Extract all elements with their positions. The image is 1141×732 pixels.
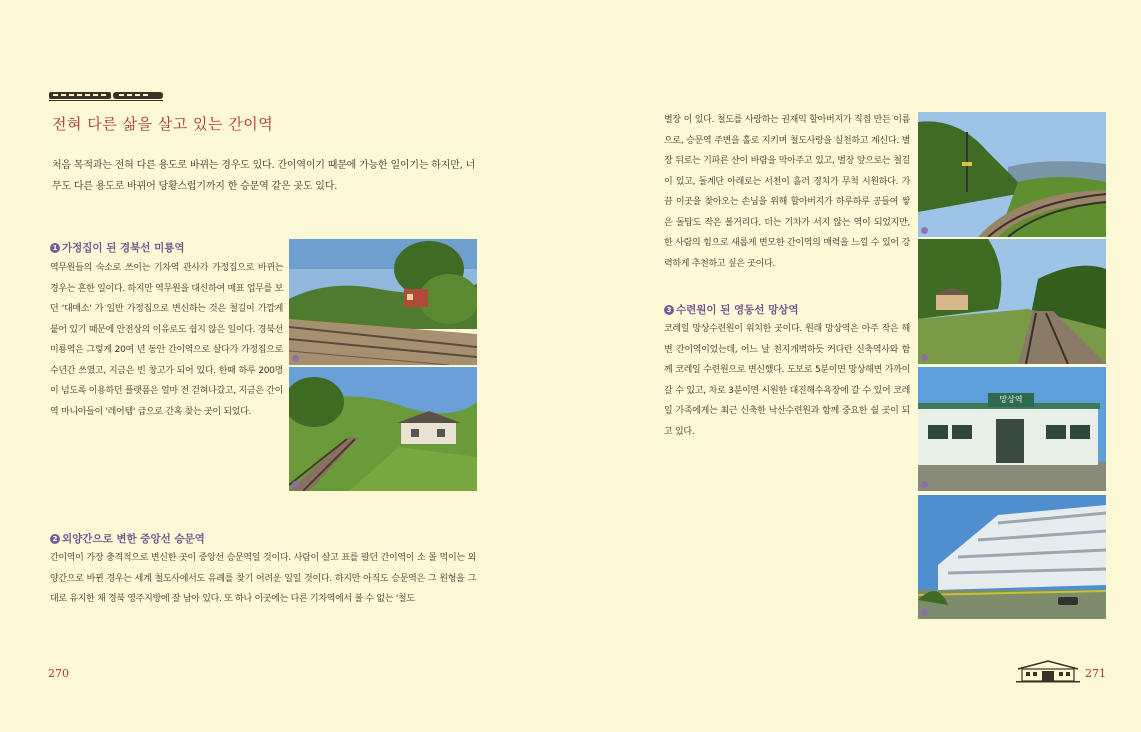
photo-marker-dot	[921, 609, 928, 616]
photo-mireong-station-house	[289, 367, 477, 491]
photo-marker-dot	[292, 481, 299, 488]
station-name-sign: 망상역	[999, 395, 1023, 404]
page-title: 전혀 다른 삶을 살고 있는 간이역	[52, 115, 274, 133]
section-number-badge: 3	[664, 305, 674, 315]
photo-korail-training-center	[918, 495, 1106, 619]
section-1-body: 역무원들의 숙소로 쓰이는 기차역 관사가 가정집으로 바뀌는 경우는 흔한 일이다. 하지만 역무원을 대신하여 매표 업무를 보던 '대매소' 가 일반 가정집으로 변신하는 것은 철길이 가깝게 붙어 있기 때문에 안전상의 이유로도 쉽지 않은 일이다. 경북선 미룡역은 그렇게 20여 년 동안 간이역으로 살다가 가정집으로 수년간 쓰였고, 지금은 빈 창고가 되어 있다. 한때 하루 200명이 넘도록 이용하던 플랫폼은 얼마 전 걷혀나갔고, 지금은 간이역 마니아들이 '레어템' 급으로 간혹 찾는 곳이 되었다.	[50, 263, 283, 417]
photo-seungmun-curving-tracks	[918, 112, 1106, 237]
page-number-left: 270	[48, 667, 69, 680]
train-silhouette-icon	[49, 87, 165, 99]
photo-marker-dot	[921, 227, 928, 234]
station-building-icon	[1016, 659, 1080, 683]
section-2-body: 간이역이 가장 충격적으로 변신한 곳이 중앙선 승문역일 것이다. 사람이 살고 표를 팔던 간이역이 소 몰 먹이는 외양간으로 바뀐 경우는 세계 철도사에서도 유례를 찾기 어려운 일일 것이다. 하지만 아직도 승문역은 그 원형을 그대로 유지한 채 경북 영주지방에 잘 남아 있다. 또 하나 이곳에는 다른 기차역에서 볼 수 없는 '철도	[50, 553, 476, 604]
photo-marker-dot	[292, 355, 299, 362]
section-heading-text: 가정집이 된 경북선 미룡역	[62, 242, 185, 254]
intro-paragraph: 처음 목적과는 전혀 다른 용도로 바뀌는 경우도 있다. 간이역이기 때문에 가능한 일이기는 하지만, 너무도 다른 용도로 바뀌어 당황스럽기까지 한 승문역 같은 곳도 있다.	[52, 160, 476, 192]
photo-marker-dot	[921, 481, 928, 488]
section-number-badge: 1	[50, 243, 60, 253]
section-1-heading	[50, 240, 185, 255]
photo-seungmun-shed	[918, 239, 1106, 364]
section-heading-text: 외양간으로 변한 중앙선 승문역	[62, 533, 205, 545]
section-3-body: 코레일 망상수련원이 위치한 곳이다. 원래 망상역은 아주 작은 해변 간이역이었는데, 어느 날 천지개벽하듯 커다란 신축역사와 함께 코레일 수련원으로 변신했다. 도보로 5분이면 망상해변 가까이 갈 수 있고, 차로 3분이면 시원한 대진해수욕장에 갈 수 있어 코레일 가족에게는 최근 신축한 낙산수련원과 함께 중요한 쉴 곳이 되고 있다.	[664, 324, 910, 437]
section-2-heading	[50, 531, 205, 546]
photo-mireong-station-tracks	[289, 239, 477, 365]
photo-marker-dot	[921, 354, 928, 361]
page-number-right: 271	[1085, 667, 1106, 680]
section-3-heading	[664, 302, 799, 317]
section-number-badge: 2	[50, 534, 60, 544]
section-heading-text: 수련원이 된 영동선 망상역	[676, 304, 799, 316]
section-2-continuation: 별장 이 있다. 철도를 사랑하는 권재익 할아버지가 직접 만든 이름으로, 승문역 주변을 홀로 지키며 철도사랑을 실천하고 계신다. 별장 뒤로는 기파른 산이 바람을 막아주고 있고, 별장 앞으로는 철길이 있고, 돌계단 아래로는 서천이 흘러 경치가 무척 시원하다. 가끔 이곳을 찾아오는 손님을 위해 할아버지가 하루하루 공들여 쌓은 돌탑도 작은 볼거리다. 더는 기차가 서지 않는 역이 되었지만, 한 사람의 힘으로 새롭게 변모한 간이역의 매력을 느낄 수 있어 강력하게 추천하고 싶은 곳이다.	[664, 115, 910, 269]
photo-mangsang-station-building	[918, 367, 1106, 491]
